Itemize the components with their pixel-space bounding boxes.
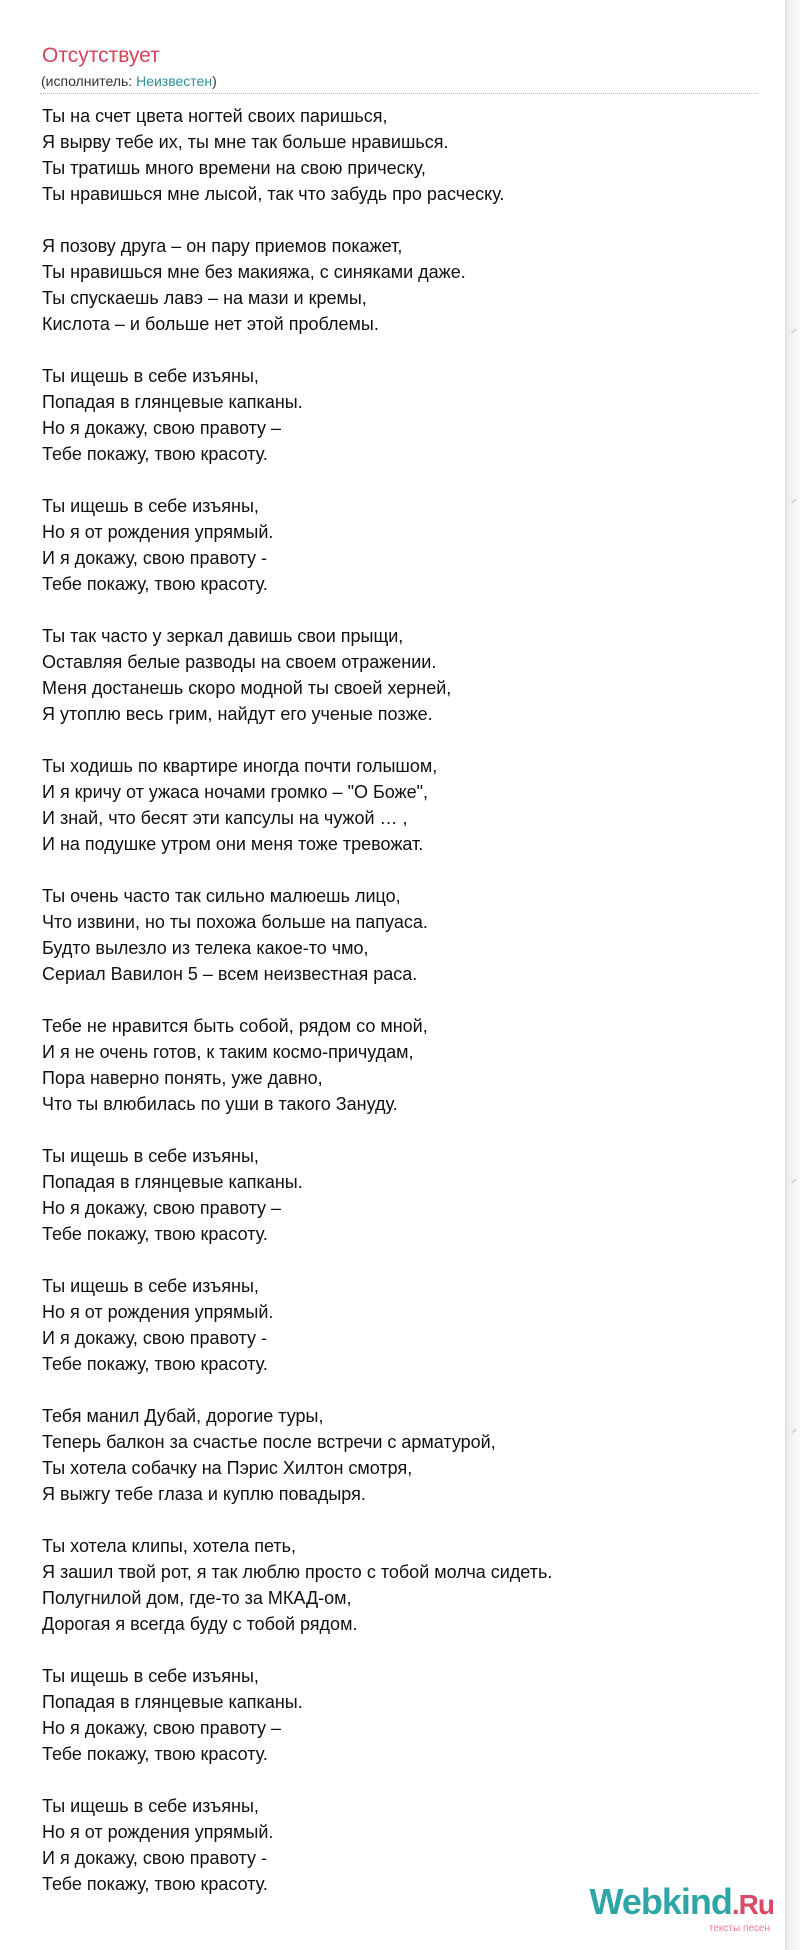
artist-prefix: (исполнитель: bbox=[41, 73, 137, 89]
lyrics-line: Тебе покажу, твою красоту. bbox=[42, 1874, 268, 1894]
lyrics-stanza bbox=[42, 233, 742, 337]
lyrics-line: Ты очень часто так сильно малюешь лицо, bbox=[42, 886, 401, 906]
edge-notch bbox=[791, 1428, 797, 1433]
lyrics-line: Что извини, но ты похожа больше на папуаса. bbox=[42, 912, 428, 932]
lyrics-line: Тебе покажу, твою красоту. bbox=[42, 1744, 268, 1764]
artist-line bbox=[41, 73, 217, 89]
lyrics-stanza bbox=[42, 1273, 742, 1377]
lyrics-stanza bbox=[42, 363, 742, 467]
lyrics-line: Ты на счет цвета ногтей своих паришься, bbox=[42, 106, 388, 126]
webkind-logo bbox=[584, 1881, 774, 1934]
lyrics-line: Ты ищешь в себе изъяны, bbox=[42, 496, 259, 516]
lyrics-line: Ты хотела клипы, хотела петь, bbox=[42, 1536, 297, 1556]
lyrics-line: Но я докажу, свою правоту – bbox=[42, 418, 282, 438]
lyrics-line: Но я от рождения упрямый. bbox=[42, 522, 274, 542]
lyrics-stanza bbox=[42, 1013, 742, 1117]
lyrics-line: Ты ищешь в себе изъяны, bbox=[42, 366, 259, 386]
lyrics-line: Меня достанешь скоро модной ты своей херней, bbox=[42, 678, 452, 698]
lyrics-line: Ты нравишься мне лысой, так что забудь про расческу. bbox=[42, 184, 505, 204]
logo-wordmark bbox=[584, 1881, 774, 1923]
lyrics-line: Ты ищешь в себе изъяны, bbox=[42, 1146, 259, 1166]
lyrics-line: И я кричу от ужаса ночами громко – "О Боже", bbox=[42, 782, 429, 802]
lyrics-line: Но я от рождения упрямый. bbox=[42, 1302, 274, 1322]
logo-name: Webkind bbox=[589, 1881, 732, 1922]
song-title: Отсутствует bbox=[42, 44, 160, 67]
lyrics-stanza bbox=[42, 493, 742, 597]
lyrics-line: Тебе не нравится быть собой, рядом со мной, bbox=[42, 1016, 428, 1036]
lyrics-line: Будто вылезло из телека какое-то чмо, bbox=[42, 938, 369, 958]
lyrics-line: Тебе покажу, твою красоту. bbox=[42, 574, 268, 594]
artist-link[interactable]: Неизвестен bbox=[136, 73, 213, 89]
lyrics-line: И знай, что бесят эти капсулы на чужой … , bbox=[42, 808, 408, 828]
lyrics-line: И я докажу, свою правоту - bbox=[42, 1328, 267, 1348]
logo-tagline: тексты песен bbox=[708, 1923, 770, 1934]
lyrics-line: Ты ищешь в себе изъяны, bbox=[42, 1796, 259, 1816]
lyrics-line: Попадая в глянцевые капканы. bbox=[42, 1692, 303, 1712]
lyrics-stanza bbox=[42, 1143, 742, 1247]
lyrics-line: Пора наверно понять, уже давно, bbox=[42, 1068, 323, 1088]
lyrics-line: Полугнилой дом, где-то за МКАД-ом, bbox=[42, 1588, 352, 1608]
lyrics-line: Тебе покажу, твою красоту. bbox=[42, 1224, 268, 1244]
lyrics-stanza bbox=[42, 103, 742, 207]
lyrics-line: Кислота – и больше нет этой проблемы. bbox=[42, 314, 379, 334]
lyrics-line: Я позову друга – он пару приемов покажет, bbox=[42, 236, 403, 256]
lyrics-line: Ты так часто у зеркал давишь свои прыщи, bbox=[42, 626, 404, 646]
lyrics-line: Дорогая я всегда буду с тобой рядом. bbox=[42, 1614, 358, 1634]
divider bbox=[40, 93, 758, 94]
lyrics-line: И я докажу, свою правоту - bbox=[42, 1848, 267, 1868]
lyrics-stanza bbox=[42, 1663, 742, 1767]
lyrics-line: И я докажу, свою правоту - bbox=[42, 548, 267, 568]
lyrics-line: Я утоплю весь грим, найдут его ученые позже. bbox=[42, 704, 433, 724]
lyrics-line: Ты ищешь в себе изъяны, bbox=[42, 1666, 259, 1686]
lyrics-line: Тебе покажу, твою красоту. bbox=[42, 1354, 268, 1374]
lyrics-line: Но я докажу, свою правоту – bbox=[42, 1198, 282, 1218]
lyrics-stanza bbox=[42, 1403, 742, 1507]
lyrics-line: Ты ходишь по квартире иногда почти голышом, bbox=[42, 756, 438, 776]
lyrics-line: Ты тратишь много времени на свою прическу, bbox=[42, 158, 426, 178]
lyrics-stanza bbox=[42, 623, 742, 727]
edge-notch bbox=[791, 498, 797, 503]
lyrics-line: Теперь балкон за счастье после встречи с арматурой, bbox=[42, 1432, 496, 1452]
lyrics-line: Тебя манил Дубай, дорогие туры, bbox=[42, 1406, 324, 1426]
lyrics-line: Что ты влюбилась по уши в такого Зануду. bbox=[42, 1094, 398, 1114]
lyrics-line: Я вырву тебе их, ты мне так больше нравишься. bbox=[42, 132, 449, 152]
edge-notch bbox=[791, 328, 797, 333]
lyrics-line: И я не очень готов, к таким космо-причудам, bbox=[42, 1042, 414, 1062]
logo-tld: .Ru bbox=[731, 1889, 774, 1920]
lyrics-line: Я зашил твой рот, я так люблю просто с тобой молча сидеть. bbox=[42, 1562, 553, 1582]
edge-notch bbox=[791, 1178, 797, 1183]
lyrics-line: Я выжгу тебе глаза и куплю повадыря. bbox=[42, 1484, 366, 1504]
lyrics-stanza bbox=[42, 753, 742, 857]
lyrics-line: Ты нравишься мне без макияжа, с синяками даже. bbox=[42, 262, 466, 282]
lyrics-line: Попадая в глянцевые капканы. bbox=[42, 1172, 303, 1192]
lyrics-stanza bbox=[42, 1533, 742, 1637]
lyrics-line: Ты спускаешь лавэ – на мази и кремы, bbox=[42, 288, 367, 308]
lyrics-line: Но я докажу, свою правоту – bbox=[42, 1718, 282, 1738]
lyrics-stanza bbox=[42, 883, 742, 987]
lyrics-line: Оставляя белые разводы на своем отражении. bbox=[42, 652, 437, 672]
lyrics-line: Ты хотела собачку на Пэрис Хилтон смотря, bbox=[42, 1458, 413, 1478]
lyrics-line: Попадая в глянцевые капканы. bbox=[42, 392, 303, 412]
lyrics-line: Сериал Вавилон 5 – всем неизвестная раса. bbox=[42, 964, 418, 984]
lyrics-text bbox=[42, 103, 742, 1923]
page-curl-edge bbox=[785, 0, 800, 1950]
lyrics-line: Ты ищешь в себе изъяны, bbox=[42, 1276, 259, 1296]
artist-suffix: ) bbox=[212, 73, 217, 89]
lyrics-line: Тебе покажу, твою красоту. bbox=[42, 444, 268, 464]
lyrics-line: Но я от рождения упрямый. bbox=[42, 1822, 274, 1842]
lyrics-line: И на подушке утром они меня тоже тревожат. bbox=[42, 834, 424, 854]
